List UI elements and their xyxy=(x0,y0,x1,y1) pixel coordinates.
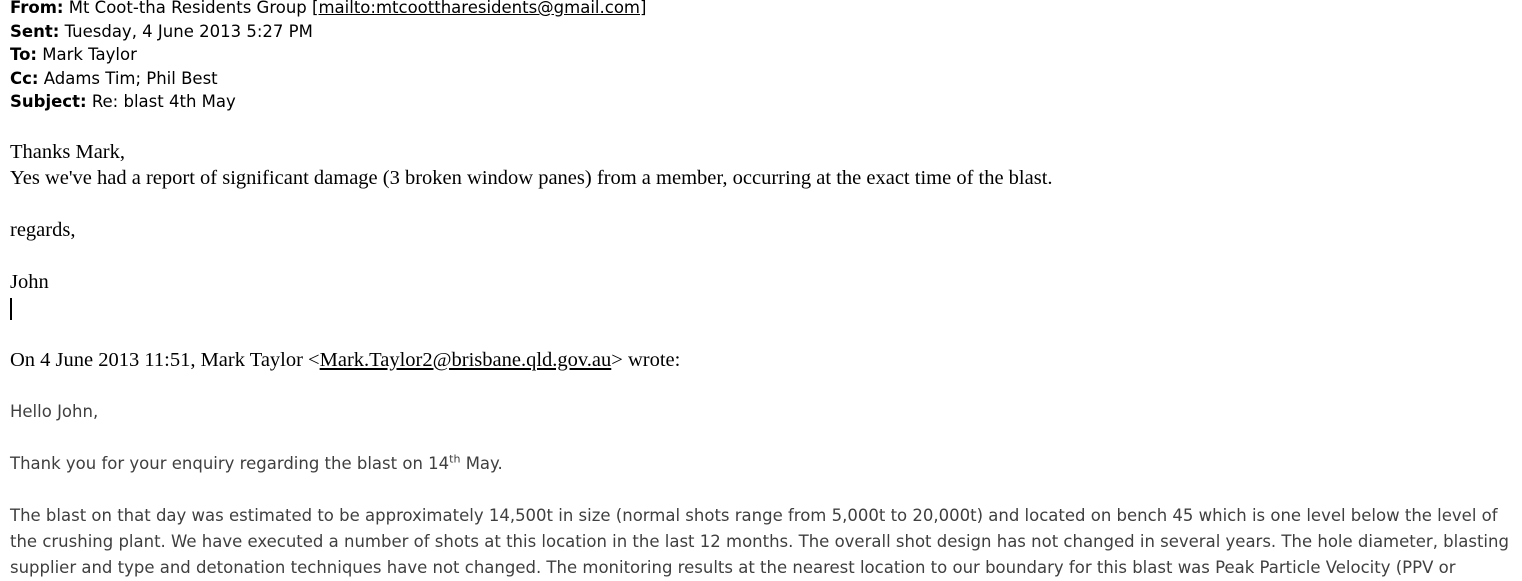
reply-greeting: Thanks Mark, xyxy=(10,140,126,163)
spacer xyxy=(10,191,1515,217)
quoted-thanks xyxy=(10,451,1515,477)
spacer xyxy=(10,373,1515,399)
to-value: Mark Taylor xyxy=(42,45,137,64)
quote-email-link[interactable]: Mark.Taylor2@brisbane.qld.gov.au xyxy=(319,348,612,371)
reply-line: Yes we've had a report of significant damage (3 broken window panes) from a member, occurring at the exact time of the blast. xyxy=(10,166,1053,189)
from-line xyxy=(10,0,1515,20)
from-name: Mt Coot-tha Residents Group xyxy=(68,0,307,17)
text-cursor xyxy=(10,298,12,320)
to-label: To: xyxy=(10,45,37,64)
quoted-greeting: Hello John, xyxy=(10,401,99,421)
quoted-thanks-end: May. xyxy=(460,453,503,473)
spacer xyxy=(10,425,1515,451)
cc-value: Adams Tim; Phil Best xyxy=(43,68,218,88)
quote-header xyxy=(10,347,1515,373)
quoted-paragraph: The blast on that day was estimated to be approximately 14,500t in size (normal shots range from 5,000t to 20,000t) and located on bench 45 which is one level below the level of the crushing plant. We have executed a number of shots at this location in the last 12 months. The overall shot design has not changed in several years. The hole diameter, blasting supplier and type and detonation techniques have not changed. The monitoring results at the nearest location to our boundary for this blast was Peak Particle Velocity (PPV or xyxy=(10,505,1509,577)
cc-line xyxy=(10,67,1515,91)
from-bracket-close: ] xyxy=(640,0,647,17)
from-label: From: xyxy=(10,0,64,17)
subject-line xyxy=(10,90,1515,114)
spacer xyxy=(10,321,1515,347)
reply-signoff: regards, xyxy=(10,218,76,241)
spacer xyxy=(10,114,1515,139)
sent-label: Sent: xyxy=(10,21,60,41)
spacer xyxy=(10,243,1515,269)
from-bracket-open: [ xyxy=(306,0,319,17)
spacer xyxy=(10,477,1515,503)
quote-header-suffix: > wrote: xyxy=(611,348,681,371)
sent-line xyxy=(10,20,1515,44)
subject-value: Re: blast 4th May xyxy=(91,92,236,111)
email-document xyxy=(10,0,1515,581)
subject-label: Subject: xyxy=(10,92,87,111)
to-line xyxy=(10,43,1515,67)
caret-line xyxy=(10,295,1515,321)
quoted-thanks-text: Thank you for your enquiry regarding the blast on 14 xyxy=(10,453,450,473)
sent-value: Tuesday, 4 June 2013 5:27 PM xyxy=(64,21,313,41)
reply-signature: John xyxy=(10,270,49,293)
quote-header-prefix: On 4 June 2013 11:51, Mark Taylor < xyxy=(10,348,320,371)
quoted-thanks-sup: th xyxy=(449,452,461,465)
cc-label: Cc: xyxy=(10,68,39,88)
from-email-link[interactable]: mailto:mtcoottharesidents@gmail.com xyxy=(318,0,640,17)
